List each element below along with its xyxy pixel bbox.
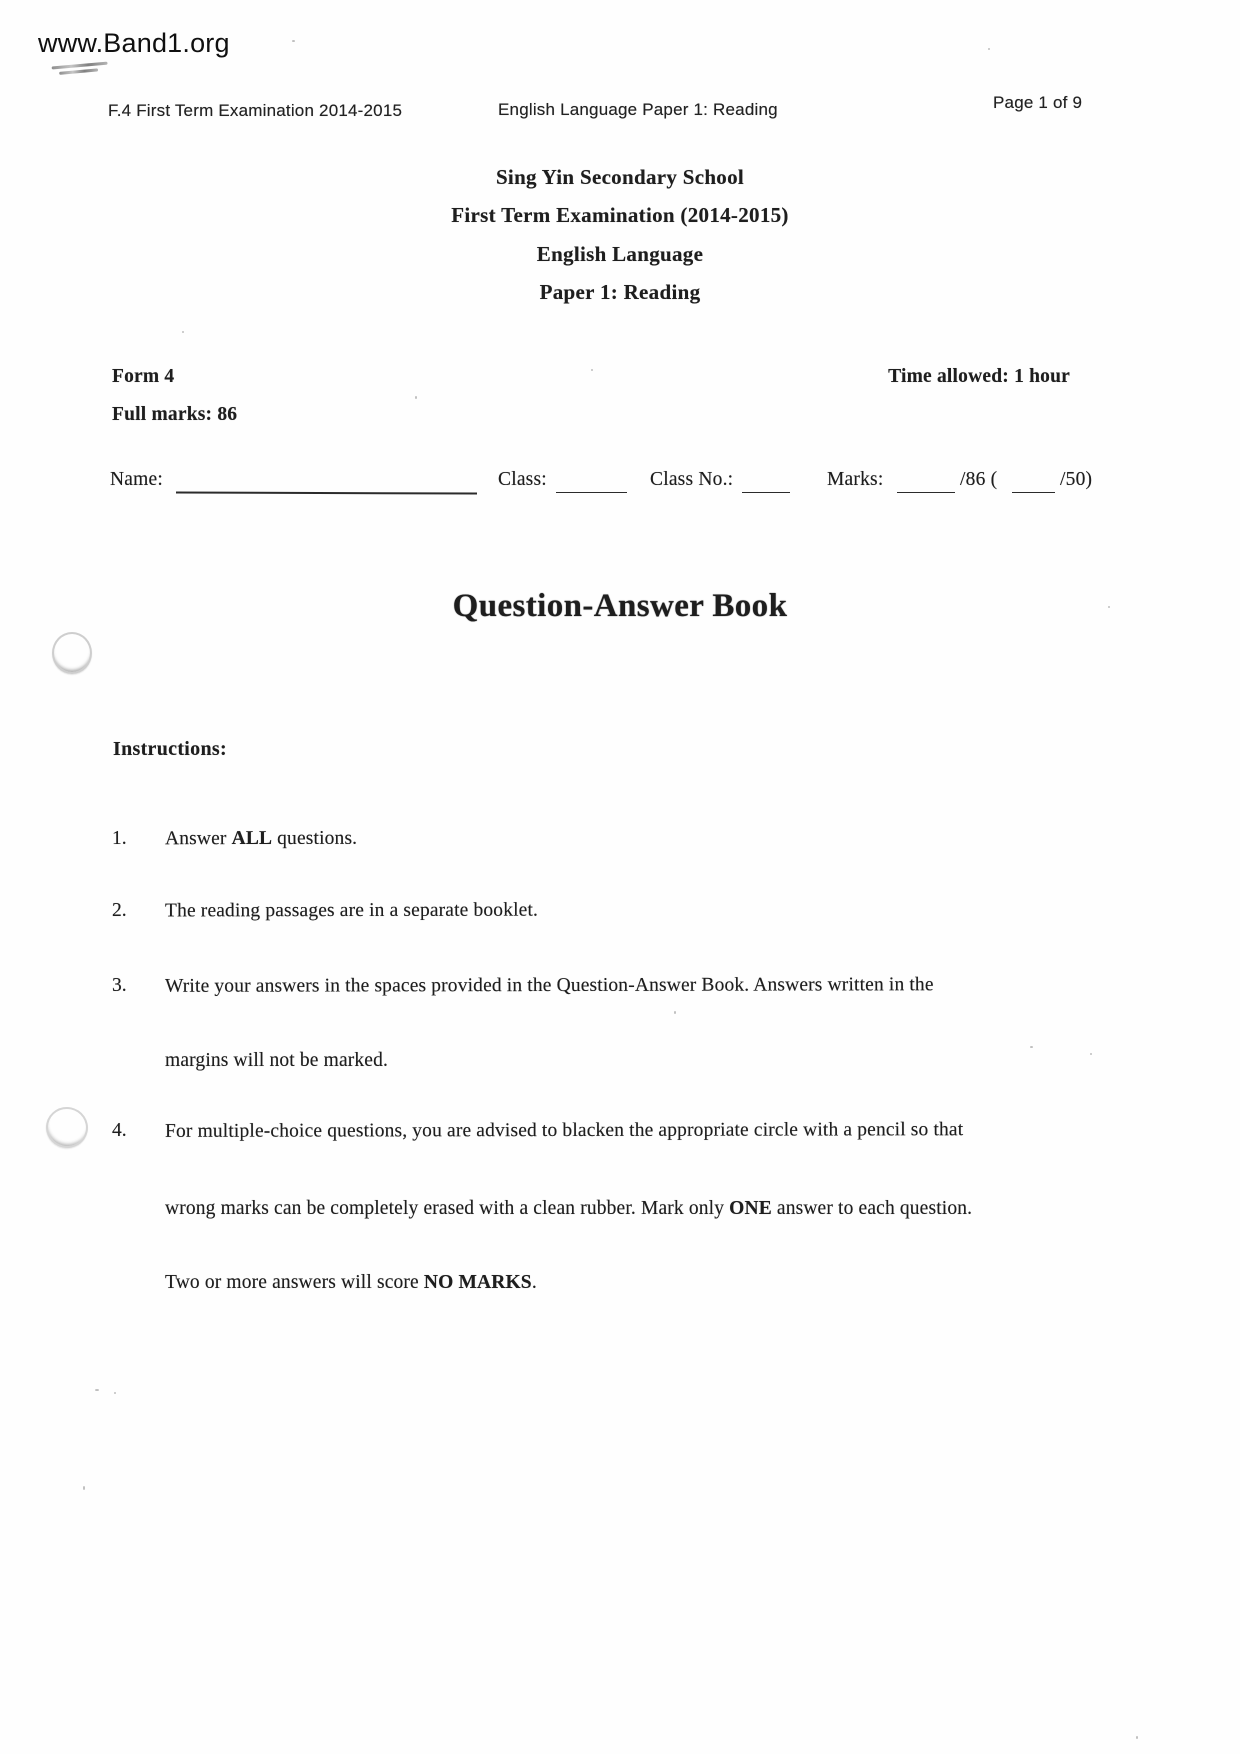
marks-label: Marks: — [827, 469, 884, 490]
scan-speck — [292, 40, 295, 42]
header-paper-name: English Language Paper 1: Reading — [498, 100, 778, 119]
form-label: Form 4 — [112, 366, 175, 387]
instruction-item-4-line-1: For multiple-choice questions, you are advised to blacken the appropriate circle with a pencil so that — [164, 1119, 964, 1142]
paper-title: Paper 1: Reading — [539, 280, 701, 304]
class-blank-line — [556, 492, 627, 493]
instruction-number: 2. — [112, 900, 127, 921]
scan-speck — [1108, 606, 1110, 608]
scan-speck — [1030, 1046, 1033, 1048]
marks-blank-line — [897, 492, 955, 493]
header-page-number: Page 1 of 9 — [993, 93, 1083, 112]
exam-title: First Term Examination (2014-2015) — [451, 203, 789, 227]
scan-speck — [988, 48, 990, 50]
school-name: Sing Yin Secondary School — [495, 165, 745, 189]
scan-speck — [1136, 1736, 1138, 1739]
question-answer-book-title: Question-Answer Book — [452, 588, 788, 624]
scan-speck — [182, 331, 184, 333]
marks-scaled-blank-line — [1012, 492, 1055, 493]
instructions-heading: Instructions: — [113, 738, 227, 760]
scan-speck — [674, 1011, 676, 1014]
class-no-blank-line — [742, 492, 790, 493]
class-no-label: Class No.: — [650, 469, 734, 490]
punch-hole-mark — [42, 1103, 92, 1152]
instruction-item-4-line-3: Two or more answers will score NO MARKS. — [165, 1272, 537, 1293]
scan-speck — [415, 396, 417, 399]
instruction-item-1: Answer ALL questions. — [164, 827, 358, 850]
instruction-number: 4. — [112, 1120, 127, 1141]
marks-out-of-86: /86 ( — [960, 469, 998, 490]
marks-out-of-50: /50) — [1060, 469, 1093, 490]
pencil-smudge — [52, 62, 109, 79]
instruction-item-2: The reading passages are in a separate booklet. — [164, 899, 539, 922]
scan-speck — [114, 1392, 116, 1394]
instruction-item-4-line-2: wrong marks can be completely erased with a clean rubber. Mark only ONE answer to each question. — [165, 1198, 973, 1219]
scan-speck — [591, 369, 593, 371]
subject-title: English Language — [536, 242, 704, 266]
header-exam-name: F.4 First Term Examination 2014-2015 — [108, 101, 403, 120]
scan-speck — [95, 1389, 99, 1391]
time-allowed-label: Time allowed: 1 hour — [888, 366, 1070, 387]
name-blank-line — [176, 491, 477, 494]
band1-watermark: www.Band1.org — [38, 28, 230, 58]
class-label: Class: — [498, 469, 547, 490]
name-label: Name: — [110, 469, 163, 490]
punch-hole-mark — [52, 632, 92, 674]
scan-speck — [1090, 1053, 1092, 1055]
instruction-item-3-line-1: Write your answers in the spaces provided in the Question-Answer Book. Answers written in the — [164, 974, 934, 997]
instruction-number: 3. — [112, 975, 127, 996]
instruction-item-3-line-2: margins will not be marked. — [165, 1050, 389, 1071]
instruction-number: 1. — [112, 828, 127, 849]
full-marks-label: Full marks: 86 — [112, 404, 238, 425]
scan-speck — [83, 1486, 85, 1490]
